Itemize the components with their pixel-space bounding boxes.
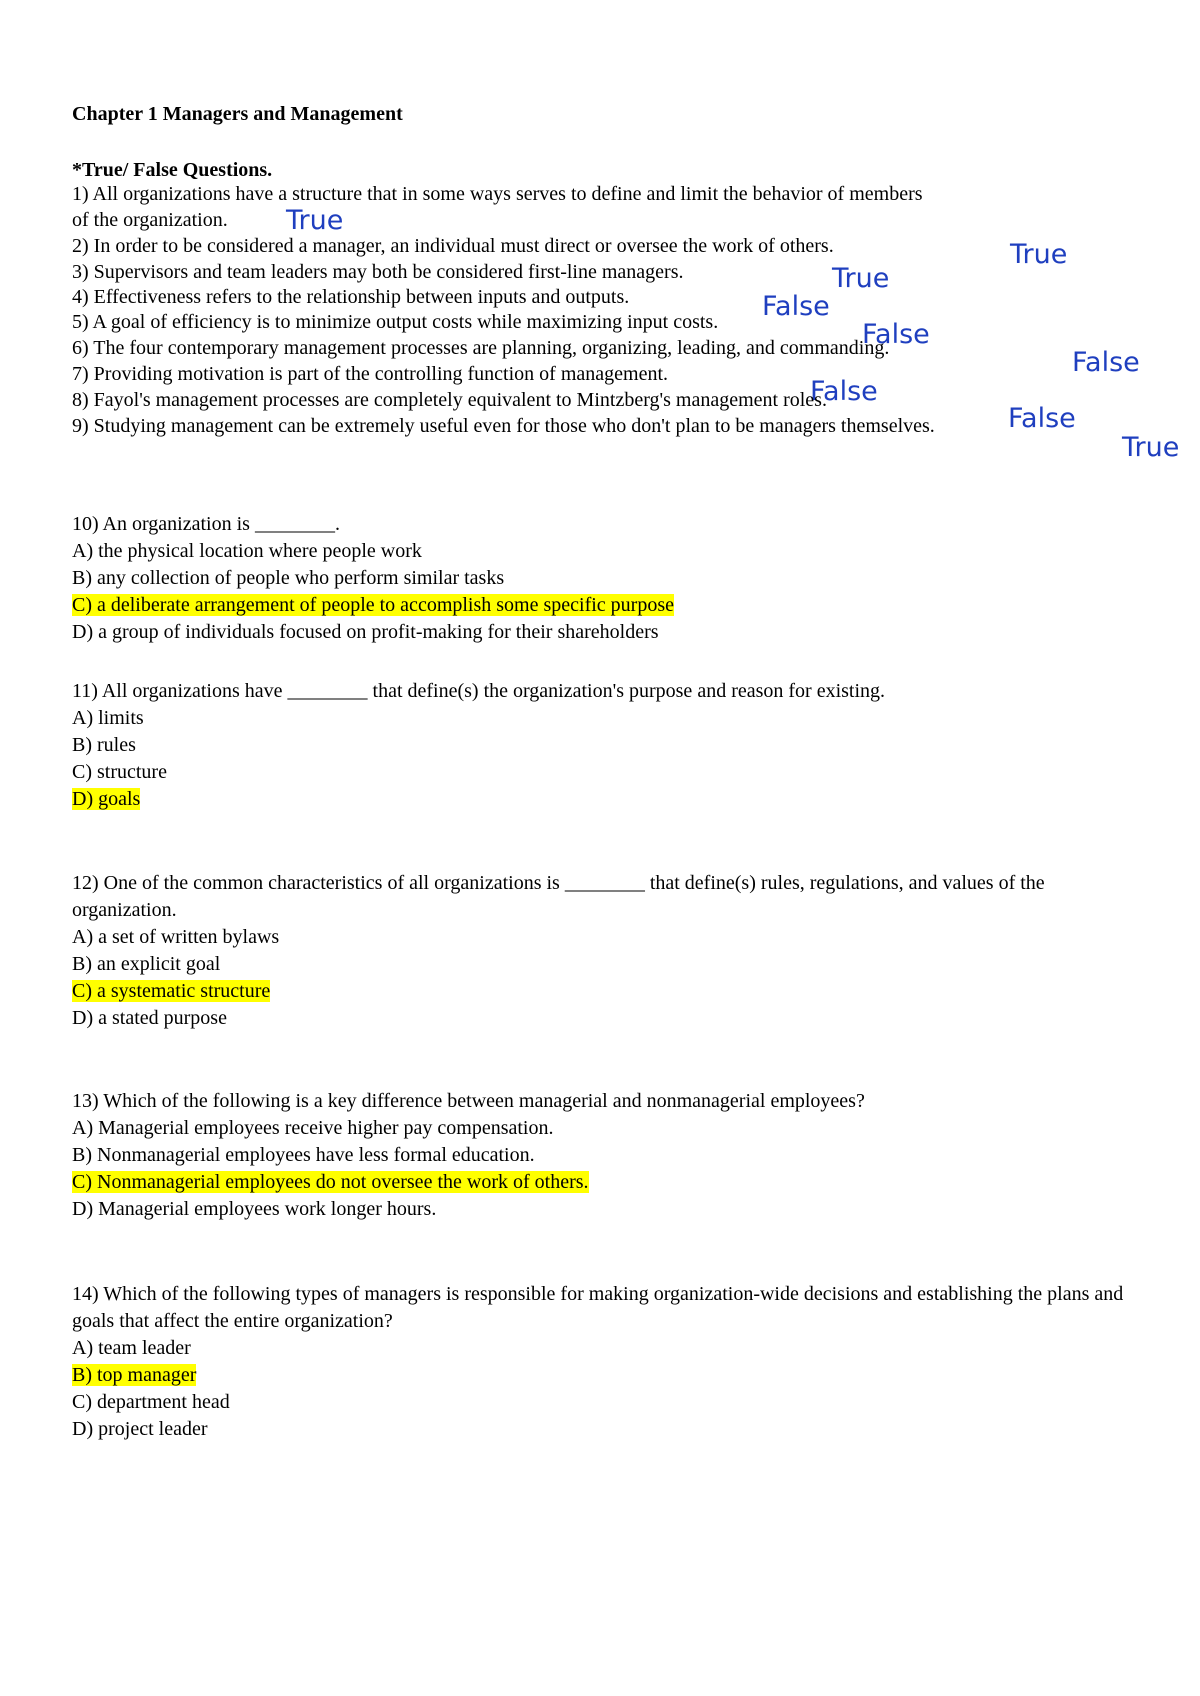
tf-statement-1-line-2: of the organization. xyxy=(72,209,228,231)
tf-statement-9: 9) Studying management can be extremely useful even for those who don't plan to be managers themselves. xyxy=(72,415,935,437)
option-c-highlighted: C) a systematic structure xyxy=(72,980,271,1002)
option-a: A) the physical location where people work xyxy=(72,540,422,562)
tf-statement-6: 6) The four contemporary management processes are planning, organizing, leading, and commanding. xyxy=(72,337,890,359)
option-c-highlighted: C) a deliberate arrangement of people to accomplish some specific purpose xyxy=(72,594,674,616)
option-a: A) Managerial employees receive higher pay compensation. xyxy=(72,1117,554,1139)
option-c: C) department head xyxy=(72,1391,230,1413)
question-13 xyxy=(72,1088,1132,1223)
option-b-highlighted: B) top manager xyxy=(72,1364,197,1386)
question-11 xyxy=(72,678,1132,813)
question-12 xyxy=(72,870,1132,1032)
option-a: A) team leader xyxy=(72,1337,191,1359)
option-b: B) any collection of people who perform similar tasks xyxy=(72,567,505,589)
question-stem: 14) Which of the following types of managers is responsible for making organization-wide decisions and establishing the plans and goals that affect the entire organization? xyxy=(72,1283,1124,1332)
option-a: A) a set of written bylaws xyxy=(72,926,280,948)
tf-statement-4: 4) Effectiveness refers to the relationship between inputs and outputs. xyxy=(72,286,630,308)
tf-statement-7: 7) Providing motivation is part of the controlling function of management. xyxy=(72,363,668,385)
tf-answer-2: True xyxy=(1010,239,1068,270)
question-stem: 10) An organization is ________. xyxy=(72,513,340,535)
tf-answer-8: False xyxy=(1008,403,1076,434)
tf-answer-9: True xyxy=(1122,432,1180,463)
option-b: B) Nonmanagerial employees have less formal education. xyxy=(72,1144,535,1166)
option-c: C) structure xyxy=(72,761,167,783)
tf-statement-3: 3) Supervisors and team leaders may both be considered first-line managers. xyxy=(72,261,684,283)
option-d: D) project leader xyxy=(72,1418,208,1440)
tf-statement-5: 5) A goal of efficiency is to minimize output costs while maximizing input costs. xyxy=(72,311,719,333)
option-b: B) rules xyxy=(72,734,136,756)
tf-statement-1-line-1: 1) All organizations have a structure that in some ways serves to define and limit the behavior of members xyxy=(72,183,923,205)
option-b: B) an explicit goal xyxy=(72,953,221,975)
option-d: D) a group of individuals focused on profit-making for their shareholders xyxy=(72,621,659,643)
question-stem: 11) All organizations have ________ that define(s) the organization's purpose and reason for existing. xyxy=(72,680,886,702)
true-false-heading: *True/ False Questions. xyxy=(72,159,273,181)
option-d: D) Managerial employees work longer hours. xyxy=(72,1198,437,1220)
option-d: D) a stated purpose xyxy=(72,1007,227,1029)
question-10 xyxy=(72,511,1132,646)
tf-answer-1: True xyxy=(286,205,344,236)
tf-statement-8: 8) Fayol's management processes are completely equivalent to Mintzberg's management roles. xyxy=(72,389,827,411)
tf-answer-7: False xyxy=(810,376,878,407)
tf-answer-4: False xyxy=(762,291,830,322)
question-stem: 12) One of the common characteristics of all organizations is ________ that define(s) rules, regulations, and values of the organization. xyxy=(72,872,1045,921)
tf-answer-3: True xyxy=(832,263,890,294)
tf-answer-5: False xyxy=(862,319,930,350)
chapter-title: Chapter 1 Managers and Management xyxy=(72,103,403,125)
option-c-highlighted: C) Nonmanagerial employees do not oversee the work of others. xyxy=(72,1171,589,1193)
question-14 xyxy=(72,1281,1132,1443)
tf-answer-6: False xyxy=(1072,347,1140,378)
tf-statement-2: 2) In order to be considered a manager, an individual must direct or oversee the work of others. xyxy=(72,235,834,257)
option-a: A) limits xyxy=(72,707,144,729)
question-stem: 13) Which of the following is a key difference between managerial and nonmanagerial employees? xyxy=(72,1090,865,1112)
option-d-highlighted: D) goals xyxy=(72,788,141,810)
